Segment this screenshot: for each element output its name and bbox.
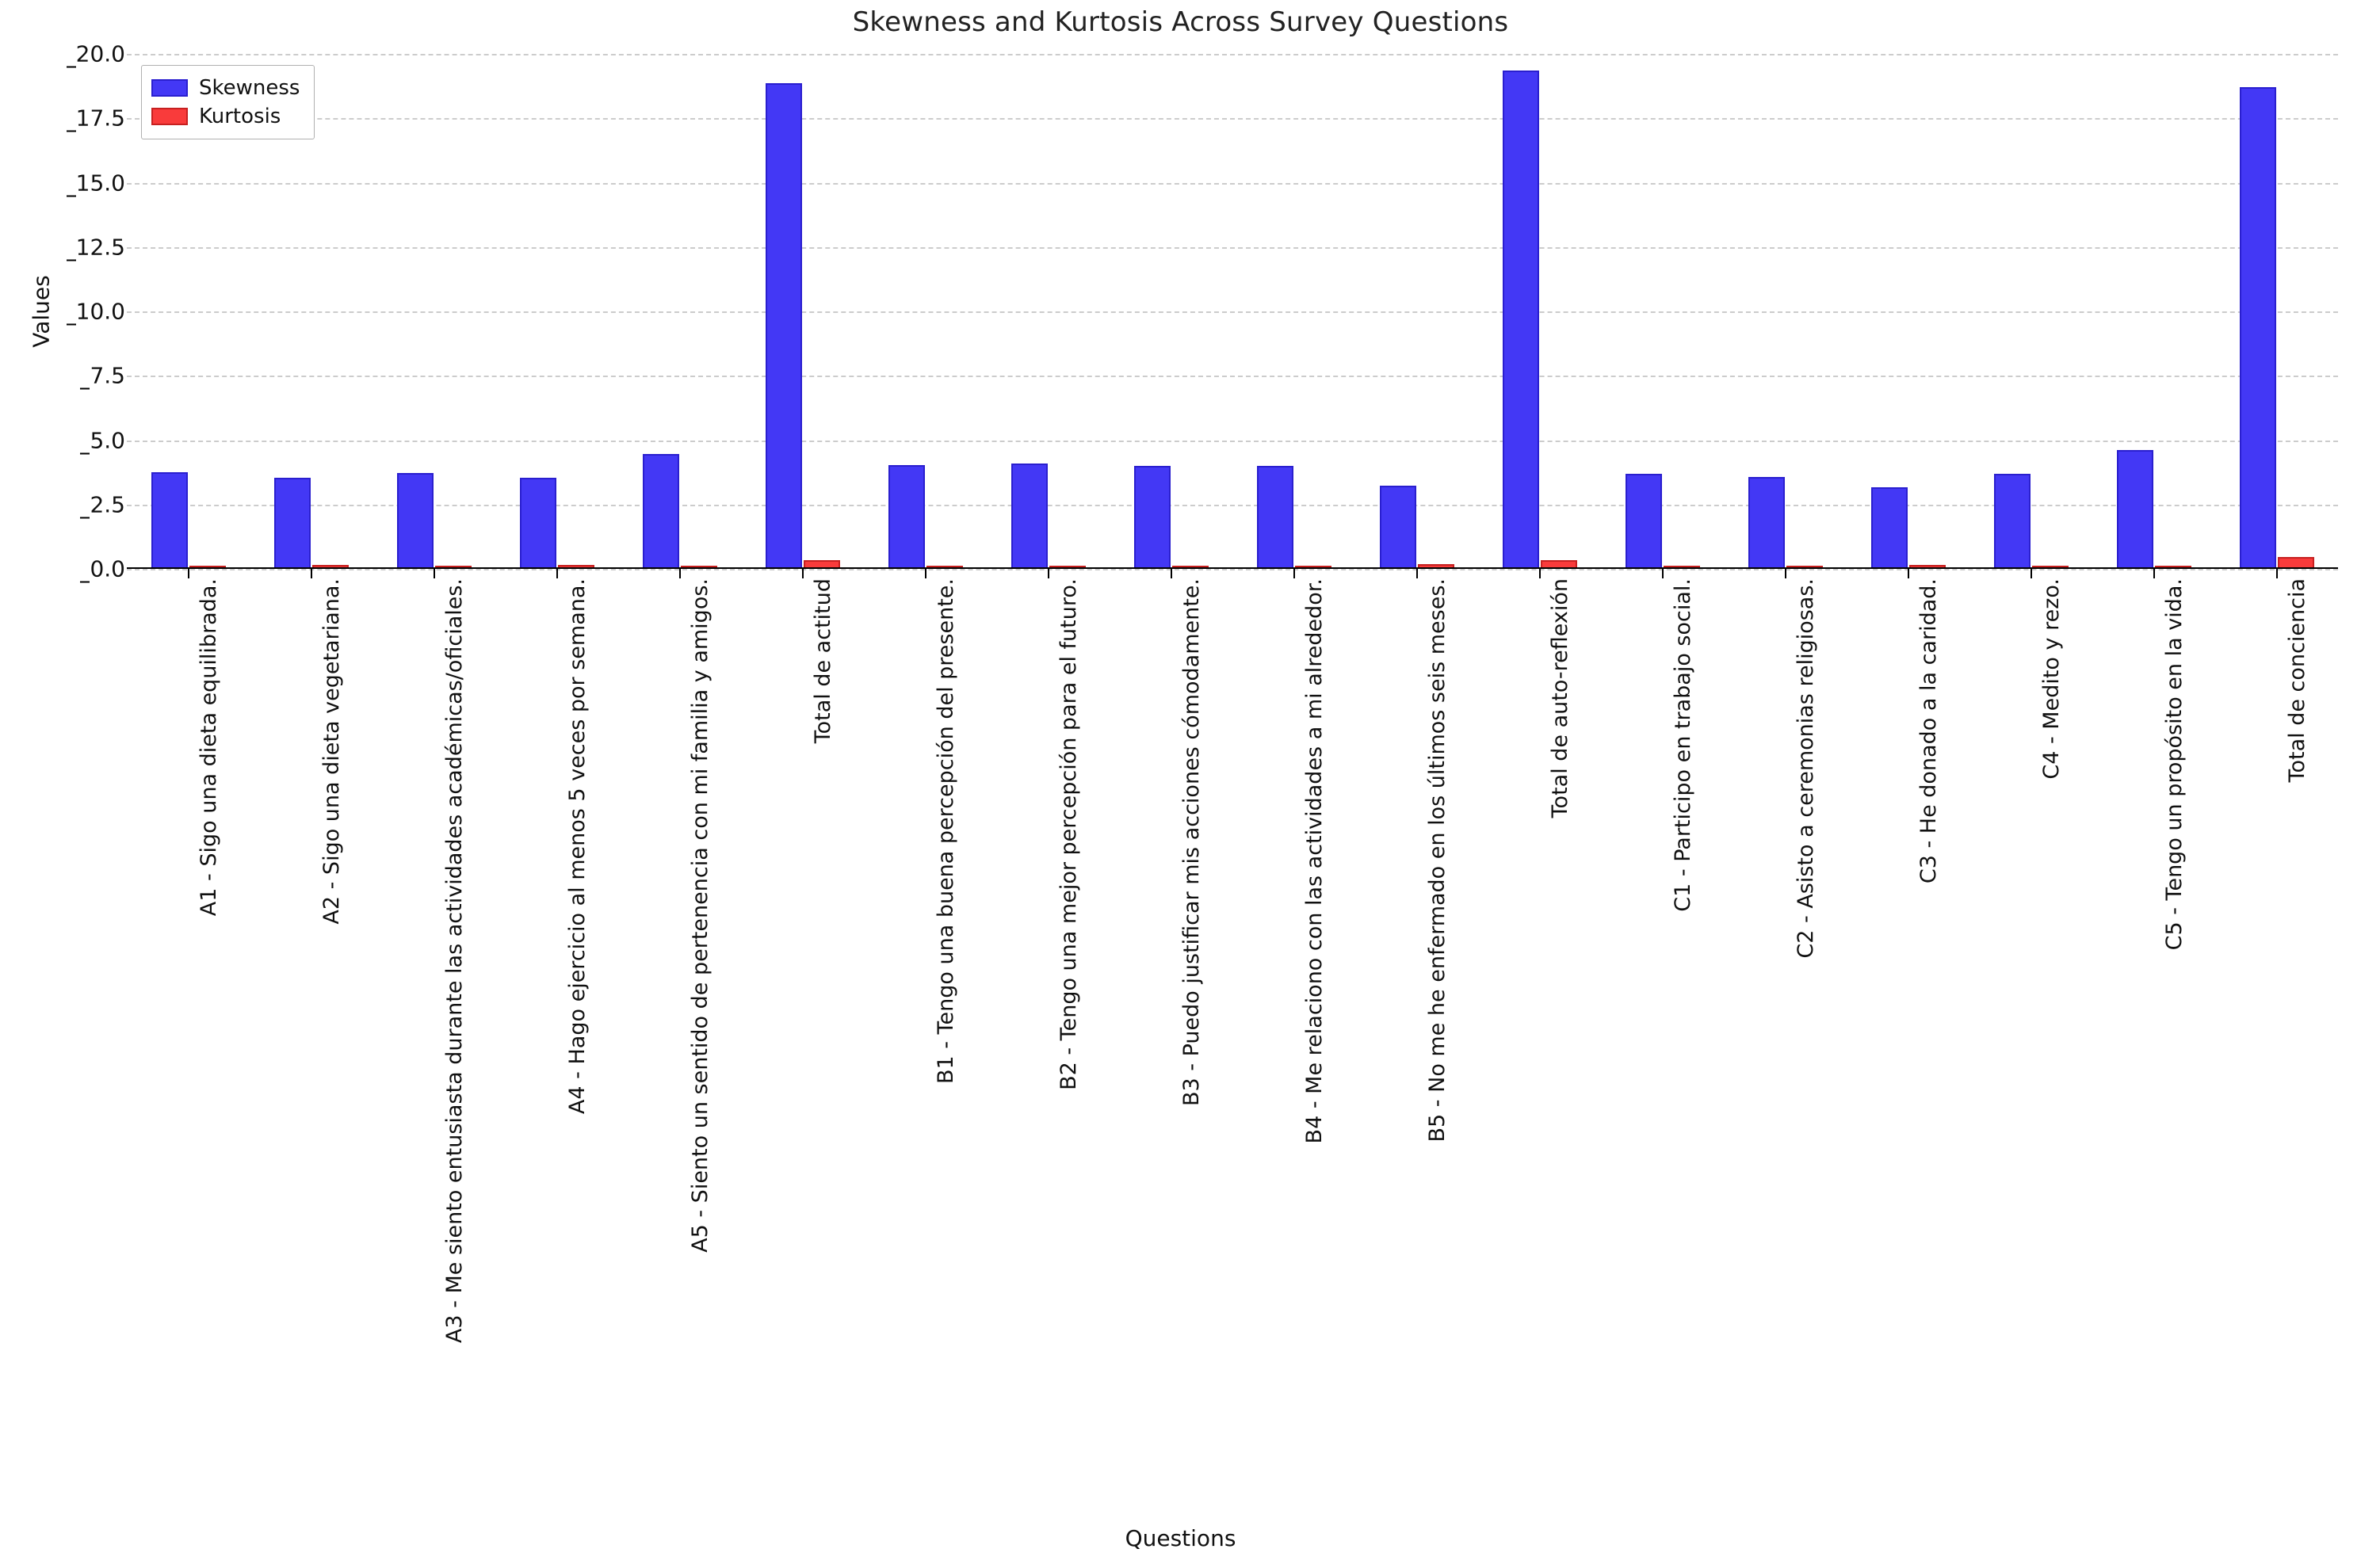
x-tick-label: B5 - No me he enfermado en los últimos seis meses. bbox=[1424, 578, 1450, 1143]
bar-skewness bbox=[888, 465, 925, 569]
y-tick-label: 5.0 bbox=[90, 427, 125, 453]
chart-legend bbox=[141, 65, 315, 139]
x-tick-label: B3 - Puedo justificar mis acciones cómodamente. bbox=[1179, 578, 1204, 1106]
x-tick-label: B1 - Tengo una buena percepción del presente. bbox=[933, 578, 958, 1085]
x-tick-label: A4 - Hago ejercicio al menos 5 veces por semana. bbox=[564, 578, 590, 1115]
x-tick-mark bbox=[802, 569, 804, 578]
x-tick-mark bbox=[1048, 569, 1049, 578]
bar-skewness bbox=[1871, 487, 1908, 569]
y-tick-mark bbox=[80, 452, 90, 454]
x-tick-mark bbox=[1293, 569, 1295, 578]
x-tick-label: A1 - Sigo una dieta equilibrada. bbox=[196, 578, 221, 917]
x-tick-label: C1 - Participo en trabajo social. bbox=[1670, 578, 1695, 912]
x-tick-label: A5 - Siento un sentido de pertenencia con mi familia y amigos. bbox=[687, 578, 713, 1253]
y-tick-mark bbox=[67, 131, 76, 132]
gridline bbox=[127, 376, 2338, 377]
y-tick-mark bbox=[67, 67, 76, 68]
gridline bbox=[127, 118, 2338, 120]
bar-skewness bbox=[520, 478, 556, 569]
bar-skewness bbox=[1626, 474, 1662, 569]
y-tick-label: 2.5 bbox=[90, 491, 125, 517]
gridline bbox=[127, 247, 2338, 249]
y-tick-label: 0.0 bbox=[90, 556, 125, 582]
bar-skewness bbox=[643, 454, 679, 569]
y-axis-label: Values bbox=[28, 275, 55, 348]
y-tick-label: 7.5 bbox=[90, 363, 125, 389]
x-tick-label: C5 - Tengo un propósito en la vida. bbox=[2161, 578, 2187, 951]
x-tick-label: B4 - Me relaciono con las actividades a mi alrededor. bbox=[1301, 578, 1327, 1144]
bar-skewness bbox=[1748, 477, 1785, 569]
x-tick-label: C4 - Medito y rezo. bbox=[2038, 578, 2064, 780]
x-axis-line bbox=[127, 567, 2338, 569]
x-tick-mark bbox=[311, 569, 312, 578]
x-tick-label: Total de actitud bbox=[810, 578, 835, 744]
y-tick-mark bbox=[80, 582, 90, 583]
bar-skewness bbox=[2240, 87, 2276, 569]
x-tick-mark bbox=[1416, 569, 1418, 578]
y-tick-mark bbox=[67, 324, 76, 326]
y-tick-mark bbox=[67, 195, 76, 196]
x-tick-label: C2 - Asisto a ceremonias religiosas. bbox=[1793, 578, 1818, 959]
x-axis-label: Questions bbox=[1125, 1525, 1236, 1551]
y-tick-mark bbox=[80, 517, 90, 518]
bar-skewness bbox=[151, 472, 188, 569]
bar-skewness bbox=[1503, 71, 1539, 569]
legend-swatch-kurtosis bbox=[151, 108, 188, 125]
gridline bbox=[127, 441, 2338, 442]
x-tick-mark bbox=[1662, 569, 1664, 578]
x-tick-mark bbox=[188, 569, 189, 578]
legend-label: Kurtosis bbox=[199, 105, 281, 128]
x-tick-mark bbox=[1908, 569, 1909, 578]
x-tick-mark bbox=[925, 569, 926, 578]
legend-swatch-skewness bbox=[151, 79, 188, 97]
x-tick-mark bbox=[1539, 569, 1541, 578]
y-tick-label: 17.5 bbox=[76, 105, 125, 132]
bar-skewness bbox=[1380, 486, 1416, 569]
gridline bbox=[127, 54, 2338, 55]
legend-item[interactable] bbox=[151, 102, 300, 131]
x-tick-mark bbox=[434, 569, 435, 578]
x-tick-label: A2 - Sigo una dieta vegetariana. bbox=[319, 578, 344, 925]
gridline bbox=[127, 569, 2338, 570]
x-tick-mark bbox=[679, 569, 681, 578]
x-tick-mark bbox=[2153, 569, 2155, 578]
y-tick-label: 12.5 bbox=[76, 234, 125, 260]
x-tick-label: B2 - Tengo una mejor percepción para el futuro. bbox=[1056, 578, 1081, 1090]
bar-skewness bbox=[397, 473, 434, 569]
chart-title: Skewness and Kurtosis Across Survey Questions bbox=[852, 6, 1509, 38]
x-tick-mark bbox=[1171, 569, 1172, 578]
bar-skewness bbox=[1011, 464, 1048, 569]
bar-skewness bbox=[2117, 450, 2153, 569]
y-tick-label: 15.0 bbox=[76, 170, 125, 196]
x-tick-mark bbox=[2031, 569, 2032, 578]
y-tick-label: 10.0 bbox=[76, 299, 125, 325]
bar-skewness bbox=[1134, 466, 1171, 569]
bar-skewness bbox=[1257, 466, 1293, 569]
y-tick-mark bbox=[80, 388, 90, 390]
plot-area bbox=[28, 40, 2338, 582]
x-tick-label: C3 - He donado a la caridad. bbox=[1916, 578, 1941, 884]
y-tick-mark bbox=[67, 259, 76, 261]
x-tick-mark bbox=[2276, 569, 2278, 578]
bar-skewness bbox=[1994, 474, 2031, 569]
x-tick-mark bbox=[1785, 569, 1786, 578]
bar-skewness bbox=[274, 478, 311, 569]
y-tick-label: 20.0 bbox=[76, 41, 125, 67]
x-tick-label: A3 - Me siento entusiasta durante las actividades académicas/oficiales. bbox=[441, 578, 467, 1344]
gridline bbox=[127, 183, 2338, 185]
legend-item[interactable] bbox=[151, 74, 300, 102]
gridline bbox=[127, 311, 2338, 313]
x-tick-mark bbox=[556, 569, 558, 578]
x-tick-label: Total de auto-reflexión bbox=[1547, 578, 1572, 818]
bar-skewness bbox=[766, 83, 802, 569]
x-tick-label: Total de conciencia bbox=[2284, 578, 2309, 783]
legend-label: Skewness bbox=[199, 76, 300, 100]
